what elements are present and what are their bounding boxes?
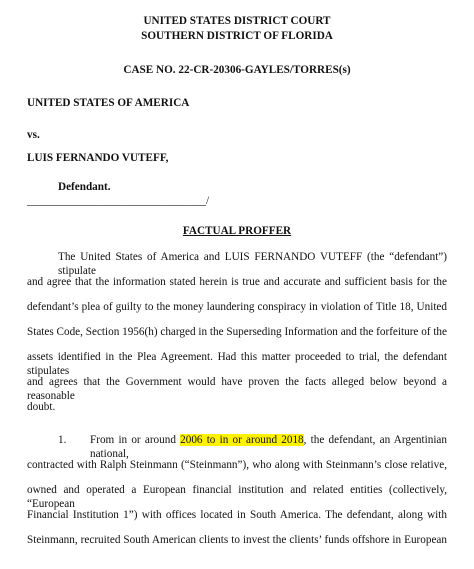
court-name-line1: UNITED STATES DISTRICT COURT bbox=[143, 15, 331, 27]
paragraph1-line: Steinmann, recruited South American clients to invest the clients’ funds offshore in European bbox=[27, 534, 447, 546]
intro-line: defendant’s plea of guilty to the money laundering conspiracy in violation of Title 18, United bbox=[27, 301, 447, 313]
highlighted-date-range: 2006 to in or around 2018 bbox=[180, 434, 304, 446]
paragraph1-line: Financial Institution 1”) with offices located in South America. The defendant, along with bbox=[27, 509, 447, 521]
intro-line: and agrees that the Government would have proven the facts alleged below beyond a reasonable bbox=[27, 376, 447, 402]
intro-line: States Code, Section 1956(h) charged in the Superseding Information and the forfeiture of the bbox=[27, 326, 447, 338]
document-title: FACTUAL PROFFER bbox=[182, 225, 292, 237]
intro-line: and agree that the information stated herein is true and accurate and sufficient basis for the bbox=[27, 276, 447, 288]
court-name-line2: SOUTHERN DISTRICT OF FLORIDA bbox=[141, 30, 333, 42]
case-number: CASE NO. 22-CR-20306-GAYLES/TORRES(s) bbox=[123, 64, 351, 76]
paragraph1-lead-out: , the defendant, an Argentinian national, bbox=[90, 434, 447, 460]
intro-line: The United States of America and LUIS FERNANDO VUTEFF (the “defendant”) stipulate bbox=[58, 251, 447, 277]
defendant-role: Defendant. bbox=[58, 181, 111, 193]
paragraph-number: 1. bbox=[58, 434, 67, 446]
paragraph1-line: owned and operated a European financial institution and related entities (collectively, “European bbox=[27, 484, 447, 510]
plaintiff-name: UNITED STATES OF AMERICA bbox=[27, 97, 190, 109]
paragraph1-lead-in: From in or around bbox=[90, 434, 181, 446]
paragraph1-line: contracted with Ralph Steinmann (“Steinmann”), who along with Steinmann’s close relative, bbox=[27, 459, 447, 471]
intro-line: assets identified in the Plea Agreement. Had this matter proceeded to trial, the defendant stipulates bbox=[27, 351, 447, 377]
paragraph1-first-line bbox=[90, 433, 447, 461]
intro-line: doubt. bbox=[27, 401, 56, 413]
versus-label: vs. bbox=[27, 129, 40, 141]
defendant-name: LUIS FERNANDO VUTEFF, bbox=[27, 152, 169, 164]
caption-signature-line: ________________________________/ bbox=[27, 195, 210, 207]
